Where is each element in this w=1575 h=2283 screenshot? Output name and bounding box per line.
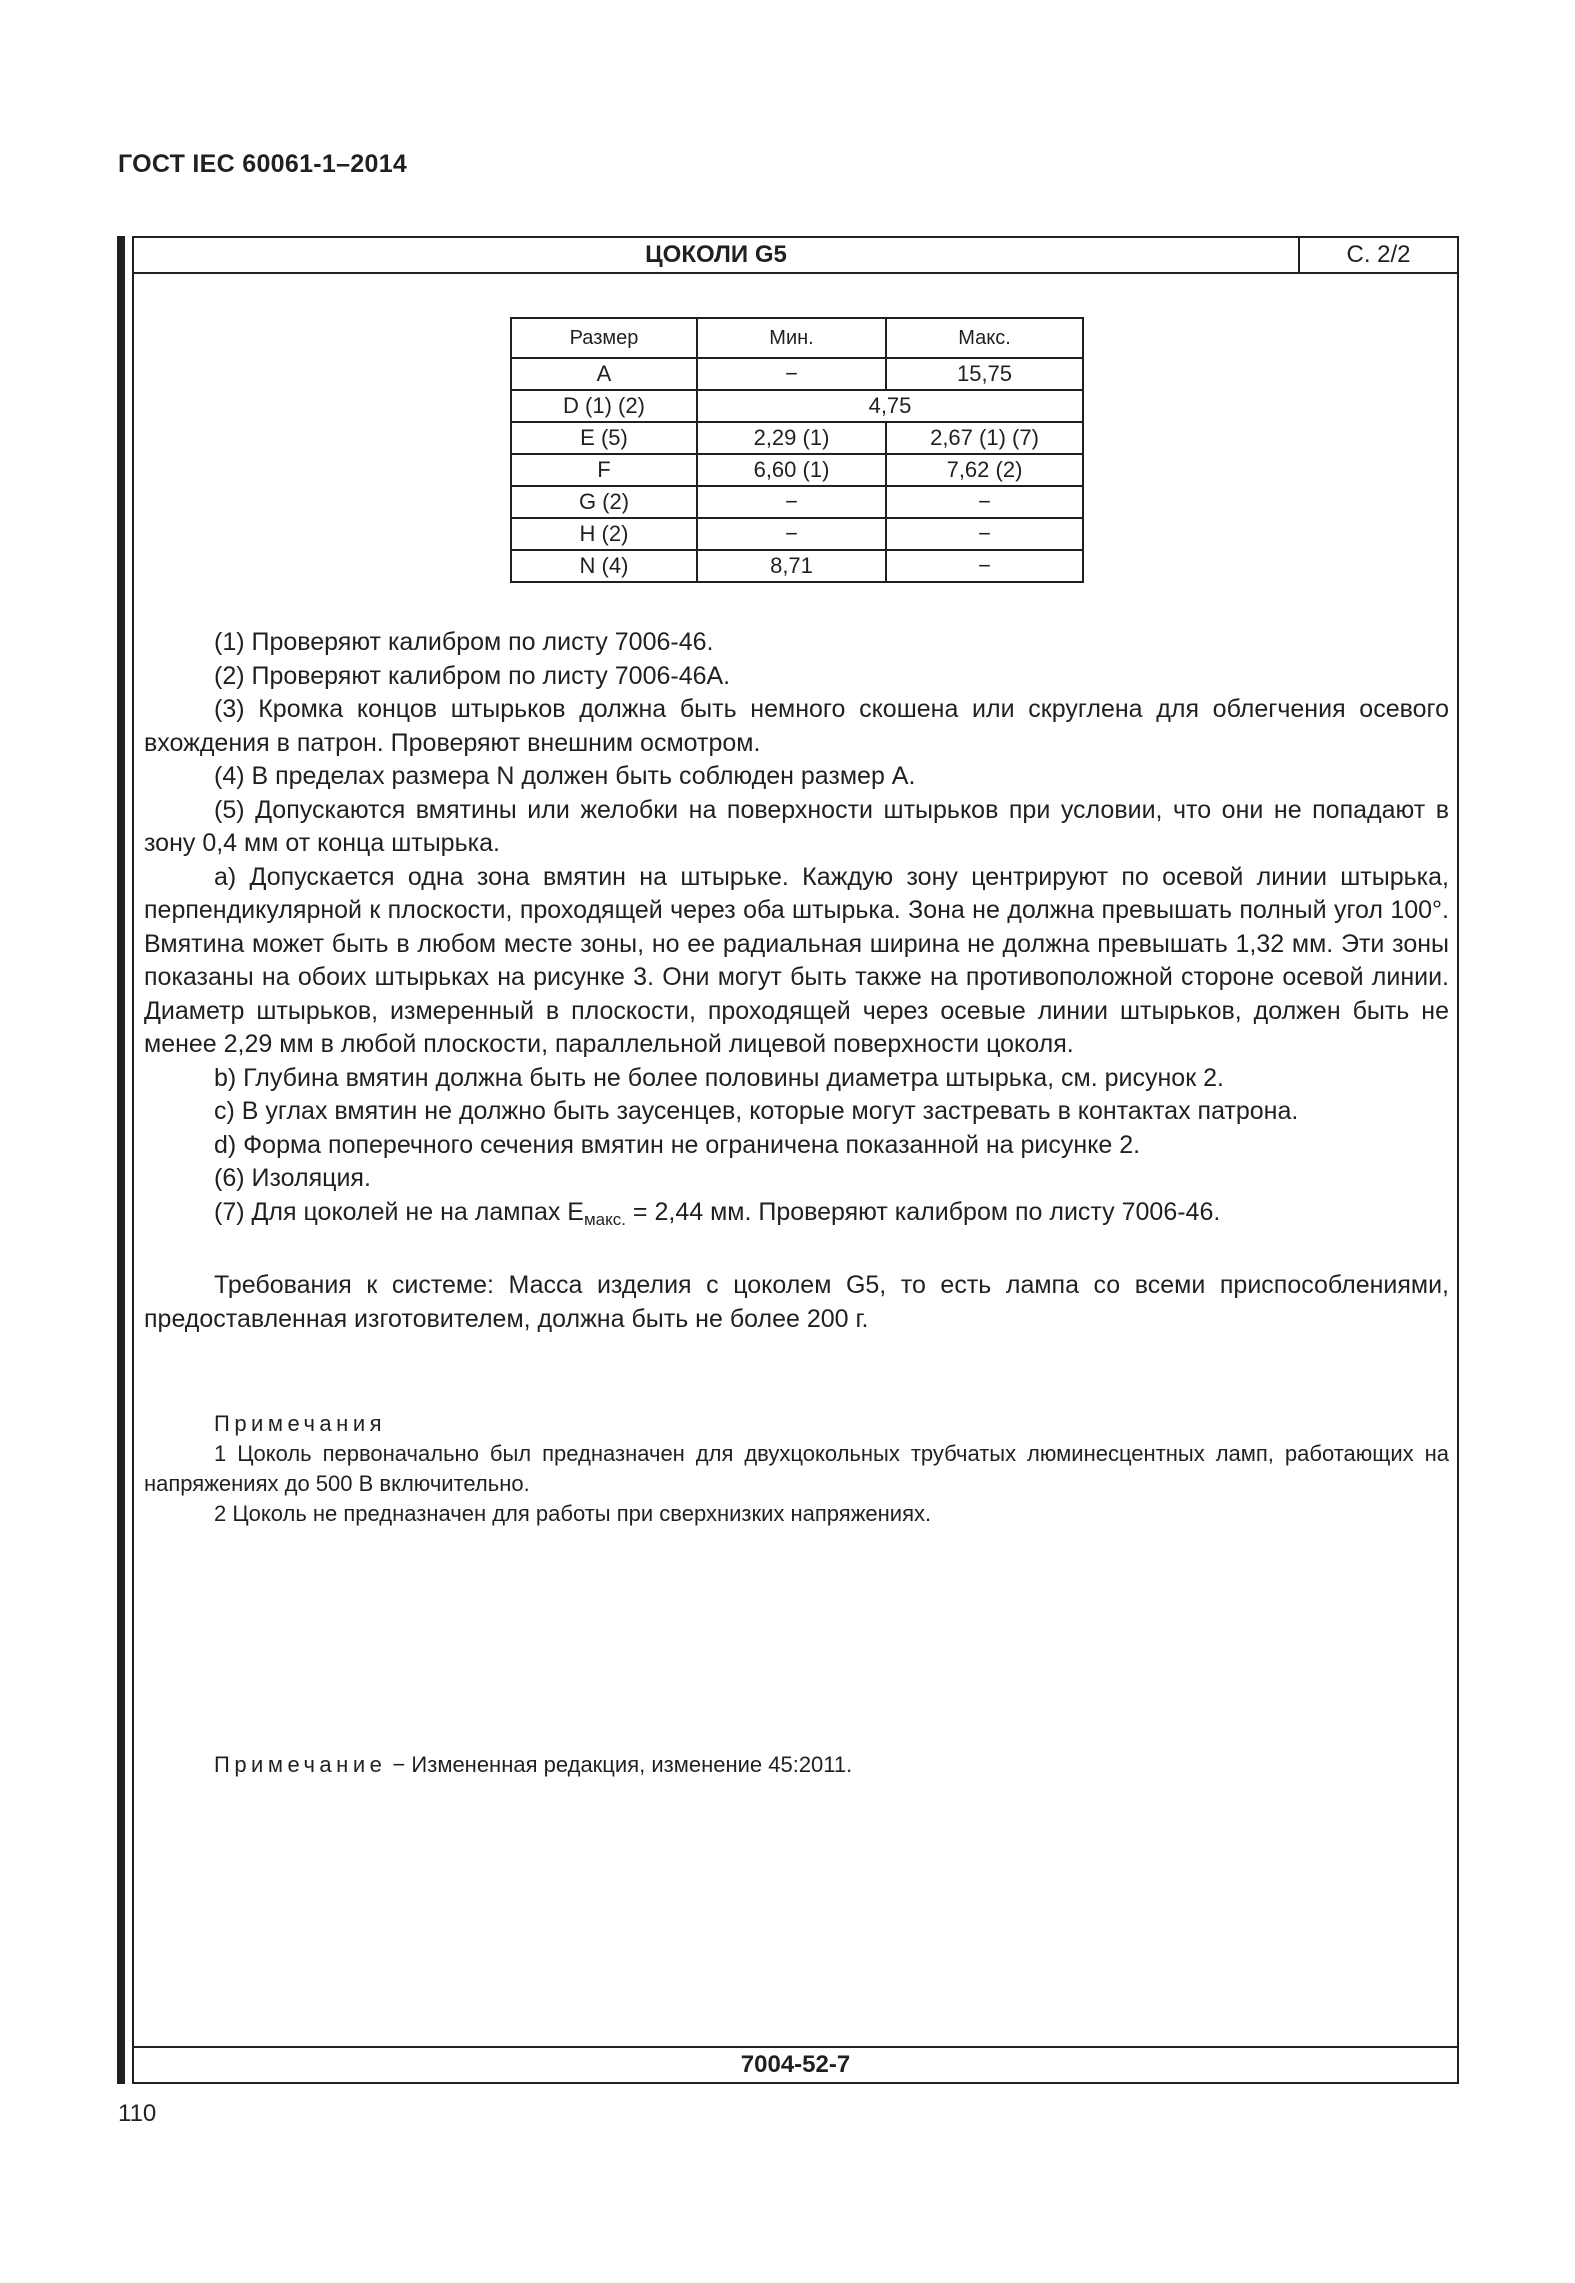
table-row	[511, 422, 1083, 454]
cell-max: −	[886, 550, 1083, 582]
table-header-row	[511, 318, 1083, 358]
footnote-5a: a) Допускается одна зона вмятин на штырьке. Каждую зону центрируют по осевой линии штырька, перпендикулярной к плоскости, проходящей через оба штырька. Зона не должна превышать полный угол 100°. Вмятина может быть в любом месте зоны, но ее радиальная ширина не должна превышать 1,32 мм. Эти зоны показаны на обоих штырьках на рисунке 3. Они могут быть также на противоположной стороне осевой линии. Диаметр штырьков, измеренный в плоскости, проходящей через осевые линии штырьков, должен быть не менее 2,29 мм в любой плоскости, параллельной лицевой поверхности цоколя.	[144, 862, 1449, 1058]
cell-size: N (4)	[511, 550, 697, 582]
footnote-7-subscript: макс.	[583, 1209, 626, 1229]
cell-max: −	[886, 486, 1083, 518]
footnote-1: (1) Проверяют калибром по листу 7006-46.	[214, 628, 714, 656]
table-row	[511, 454, 1083, 486]
page-number: 110	[118, 2100, 157, 2127]
cell-max: 15,75	[886, 358, 1083, 390]
cell-min: 6,60 (1)	[697, 454, 886, 486]
change-note-text: − Измененная редакция, изменение 45:2011.	[386, 1752, 853, 1777]
margin-bar	[117, 236, 125, 2084]
footnote-7-text: (7) Для цоколей не на лампах E	[214, 1197, 584, 1226]
footnote-5d: d) Форма поперечного сечения вмятин не ограничена показанной на рисунке 2.	[214, 1130, 1141, 1159]
header-max: Макс.	[886, 318, 1083, 358]
footnote-5c: c) В углах вмятин не должно быть заусенцев, которые могут застревать в контактах патрона.	[214, 1097, 1299, 1125]
cell-min: −	[697, 486, 886, 518]
footnote-2: (2) Проверяют калибром по листу 7006-46A.	[214, 661, 731, 690]
cell-size: D (1) (2)	[511, 390, 697, 422]
cell-max: −	[886, 518, 1083, 550]
footnotes-block	[144, 626, 1449, 1336]
header-size: Размер	[511, 318, 697, 358]
table-row	[511, 550, 1083, 582]
header-min: Мин.	[697, 318, 886, 358]
footnote-4: (4) В пределах размера N должен быть соблюден размер A.	[214, 762, 916, 790]
cell-size: E (5)	[511, 422, 697, 454]
footnote-3: (3) Кромка концов штырьков должна быть немного скошена или скруглена для облегчения осевого вхождения в патрон. Проверяют внешним осмотром.	[144, 695, 1449, 757]
table-row	[511, 518, 1083, 550]
cell-size: H (2)	[511, 518, 697, 550]
cell-min: −	[697, 518, 886, 550]
notes-block	[144, 1409, 1449, 1529]
change-note	[214, 1750, 852, 1780]
document-header: ГОСТ IEC 60061-1–2014	[118, 150, 408, 178]
note-item: 1 Цоколь первоначально был предназначен для двухцокольных трубчатых люминесцентных ламп, работающих на напряжениях до 500 В включительно.	[144, 1441, 1449, 1496]
notes-heading: Примечания	[214, 1411, 387, 1436]
cell-size: A	[511, 358, 697, 390]
sheet-code: 7004-52-7	[134, 2046, 1457, 2082]
sheet-title: ЦОКОЛИ G5	[134, 238, 1300, 272]
change-note-label: Примечание	[214, 1752, 387, 1777]
cell-merged: 4,75	[697, 390, 1083, 422]
footnote-5: (5) Допускаются вмятины или желобки на поверхности штырьков при условии, что они не попадают в зону 0,4 мм от конца штырька.	[144, 795, 1449, 857]
dimensions-table	[510, 317, 1084, 583]
footnote-7-rest: = 2,44 мм. Проверяют калибром по листу 7006-46.	[625, 1197, 1221, 1226]
system-requirements: Требования к системе: Масса изделия с цоколем G5, то есть лампа со всеми приспособлениями, предоставленная изготовителем, должна быть не более 200 г.	[144, 1271, 1449, 1333]
table-row	[511, 358, 1083, 390]
table-row	[511, 390, 1083, 422]
footnote-7	[144, 1196, 1449, 1237]
sheet-frame	[132, 236, 1459, 2084]
footnote-5b: b) Глубина вмятин должна быть не более половины диаметра штырька, см. рисунок 2.	[214, 1063, 1224, 1092]
cell-min: 2,29 (1)	[697, 422, 886, 454]
cell-max: 7,62 (2)	[886, 454, 1083, 486]
table-row	[511, 486, 1083, 518]
sheet-page-label: С. 2/2	[1346, 241, 1411, 268]
cell-min: 8,71	[697, 550, 886, 582]
cell-size: G (2)	[511, 486, 697, 518]
footnote-6: (6) Изоляция.	[214, 1164, 371, 1192]
cell-max: 2,67 (1) (7)	[886, 422, 1083, 454]
note-item: 2 Цоколь не предназначен для работы при сверхнизких напряжениях.	[214, 1501, 932, 1526]
cell-size: F	[511, 454, 697, 486]
cell-min: −	[697, 358, 886, 390]
title-row	[134, 238, 1457, 274]
